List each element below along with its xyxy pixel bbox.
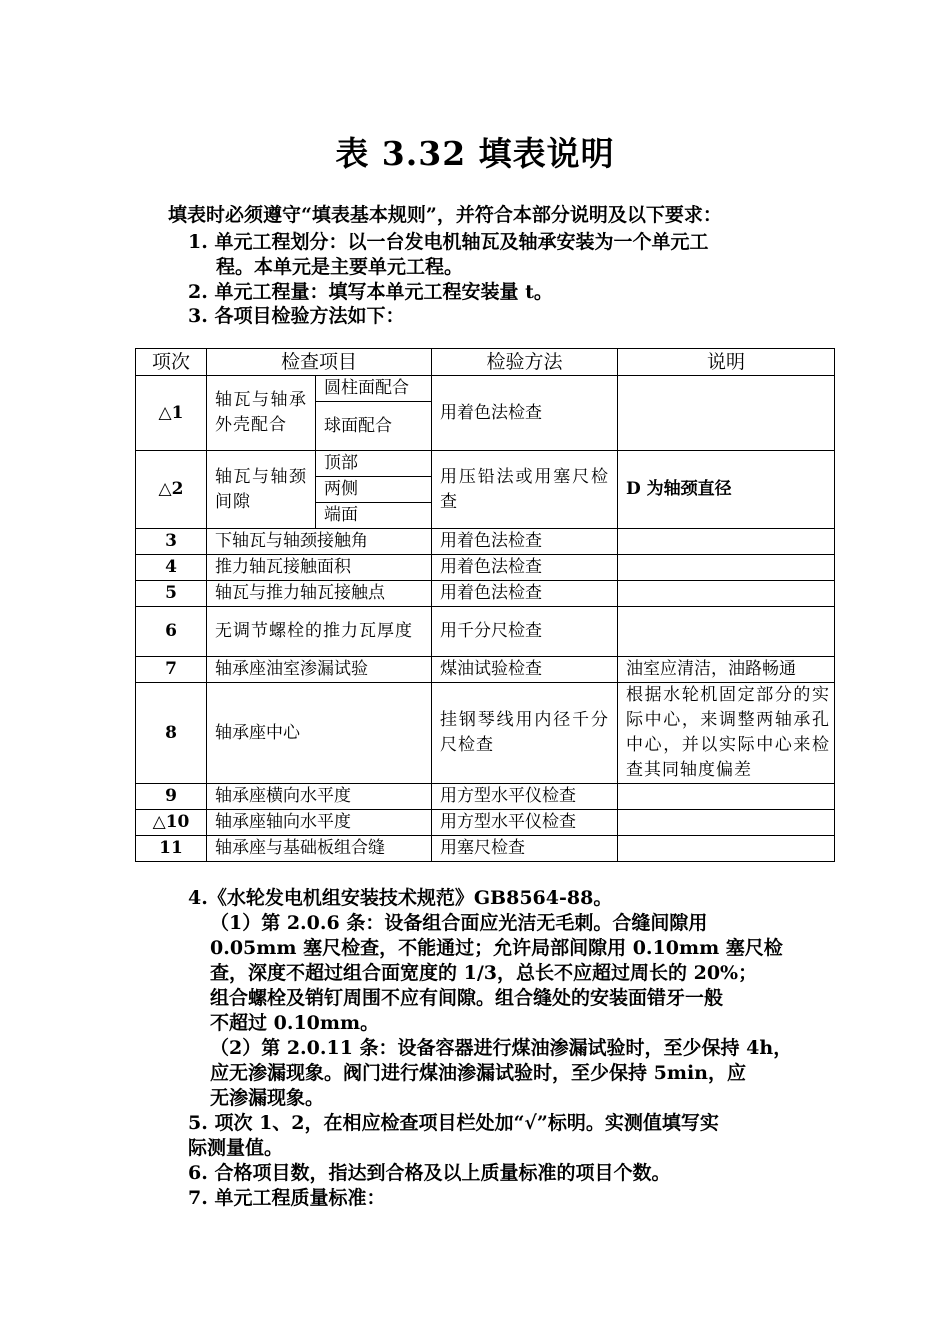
row-note	[618, 529, 835, 555]
row-method: 用方型水平仪检查	[432, 810, 618, 836]
sub-item: 顶部	[316, 451, 432, 477]
row-number: 9	[136, 784, 207, 810]
row-number: 8	[136, 683, 207, 784]
row-method: 用着色法检查	[432, 555, 618, 581]
table-header-row	[136, 349, 835, 376]
row-method: 用着色法检查	[432, 529, 618, 555]
row-note	[618, 784, 835, 810]
row-item: 轴承座轴向水平度	[207, 810, 432, 836]
row-number: 7	[136, 657, 207, 683]
row-method: 用着色法检查	[432, 376, 618, 451]
item-text: 单元工程划分：以一台发电机轴瓦及轴承安装为一个单元工	[214, 231, 709, 253]
row-number: 3	[136, 529, 207, 555]
note-4-p1-line: 查，深度不超过组合面宽度的 1/3，总长不应超过周长的 20%；	[210, 962, 758, 984]
note-4-p1-line: （1）第 2.0.6 条：设备组合面应光洁无毛刺。合缝间隙用	[210, 912, 708, 934]
sub-item: 两侧	[316, 477, 432, 503]
row-number: △1	[136, 376, 207, 451]
row-note	[618, 555, 835, 581]
row-item: 轴瓦与推力轴瓦接触点	[207, 581, 432, 607]
row-note	[618, 607, 835, 657]
table-row	[136, 657, 835, 683]
note-4-p2-line: （2）第 2.0.11 条：设备容器进行煤油渗漏试验时，至少保持 4h，	[210, 1037, 793, 1059]
row-item: 轴承座与基础板组合缝	[207, 836, 432, 862]
row-note	[618, 376, 835, 451]
header-cell: 说明	[618, 349, 835, 376]
row-method: 用塞尺检查	[432, 836, 618, 862]
row-number: △2	[136, 451, 207, 529]
table-row	[136, 683, 835, 784]
intro-item-1	[188, 227, 708, 254]
note-4-p2-line: 无渗漏现象。	[210, 1087, 325, 1109]
row-item: 轴瓦与轴承外壳配合	[207, 376, 316, 451]
row-method: 煤油试验检查	[432, 657, 618, 683]
header-cell: 检验方法	[432, 349, 618, 376]
row-note: 根据水轮机固定部分的实际中心，来调整两轴承孔中心，并以实际中心来检查其同轴度偏差	[618, 683, 835, 784]
row-item: 下轴瓦与轴颈接触角	[207, 529, 432, 555]
header-cell: 项次	[136, 349, 207, 376]
sub-item: 圆柱面配合	[316, 376, 432, 402]
item-number: 2.	[188, 281, 208, 303]
row-note: D 为轴颈直径	[618, 451, 835, 529]
note-4-p1-line: 0.05mm 塞尺检查，不能通过；允许局部间隙用 0.10mm 塞尺检	[210, 937, 783, 959]
row-number: 11	[136, 836, 207, 862]
table-row	[136, 451, 835, 477]
item-number: 3.	[188, 305, 208, 327]
row-note: 油室应清洁，油路畅通	[618, 657, 835, 683]
note-4-p1-line: 不超过 0.10mm。	[210, 1012, 380, 1034]
row-method: 用压铅法或用塞尺检查	[432, 451, 618, 529]
intro-item-2	[188, 277, 553, 304]
row-item: 轴承座中心	[207, 683, 432, 784]
item-number: 1.	[188, 231, 208, 253]
row-number: 5	[136, 581, 207, 607]
table-row	[136, 555, 835, 581]
row-number: 6	[136, 607, 207, 657]
note-7: 7. 单元工程质量标准：	[188, 1187, 386, 1209]
table-row	[136, 376, 835, 402]
intro-lead: 填表时必须遵守“填表基本规则”，并符合本部分说明及以下要求：	[168, 204, 722, 226]
table-row	[136, 607, 835, 657]
table-row	[136, 784, 835, 810]
intro-item-1-cont: 程。本单元是主要单元工程。	[216, 256, 464, 278]
sub-item: 球面配合	[316, 402, 432, 451]
table-row	[136, 836, 835, 862]
row-note	[618, 581, 835, 607]
row-item: 无调节螺栓的推力瓦厚度	[207, 607, 432, 657]
note-5-line: 际测量值。	[188, 1137, 284, 1159]
item-text: 单元工程量：填写本单元工程安装量 t。	[214, 281, 553, 303]
intro-item-3	[188, 301, 404, 328]
note-4-p1-line: 组合螺栓及销钉周围不应有间隙。组合缝处的安装面错牙一般	[210, 987, 724, 1009]
sub-item: 端面	[316, 503, 432, 529]
header-cell: 检查项目	[207, 349, 432, 376]
row-number: △10	[136, 810, 207, 836]
row-note	[618, 836, 835, 862]
table-row	[136, 810, 835, 836]
row-item: 轴瓦与轴颈间隙	[207, 451, 316, 529]
table-row	[136, 529, 835, 555]
row-item: 推力轴瓦接触面积	[207, 555, 432, 581]
row-method: 用千分尺检查	[432, 607, 618, 657]
row-method: 挂钢琴线用内径千分尺检查	[432, 683, 618, 784]
note-5-line: 5. 项次 1、2，在相应检查项目栏处加“√”标明。实测值填写实	[188, 1112, 719, 1134]
note-4-p2-line: 应无渗漏现象。阀门进行煤油渗漏试验时，至少保持 5min，应	[210, 1062, 746, 1084]
row-method: 用方型水平仪检查	[432, 784, 618, 810]
row-note	[618, 810, 835, 836]
row-item: 轴承座横向水平度	[207, 784, 432, 810]
inspection-method-table	[135, 348, 835, 862]
item-text: 各项目检验方法如下：	[214, 305, 405, 327]
row-item: 轴承座油室渗漏试验	[207, 657, 432, 683]
page-title: 表 3.32 填表说明	[335, 134, 615, 173]
note-6: 6. 合格项目数，指达到合格及以上质量标准的项目个数。	[188, 1162, 671, 1184]
row-method: 用着色法检查	[432, 581, 618, 607]
row-number: 4	[136, 555, 207, 581]
table-row	[136, 581, 835, 607]
note-4-title: 4.《水轮发电机组安装技术规范》GB8564-88。	[188, 887, 613, 909]
